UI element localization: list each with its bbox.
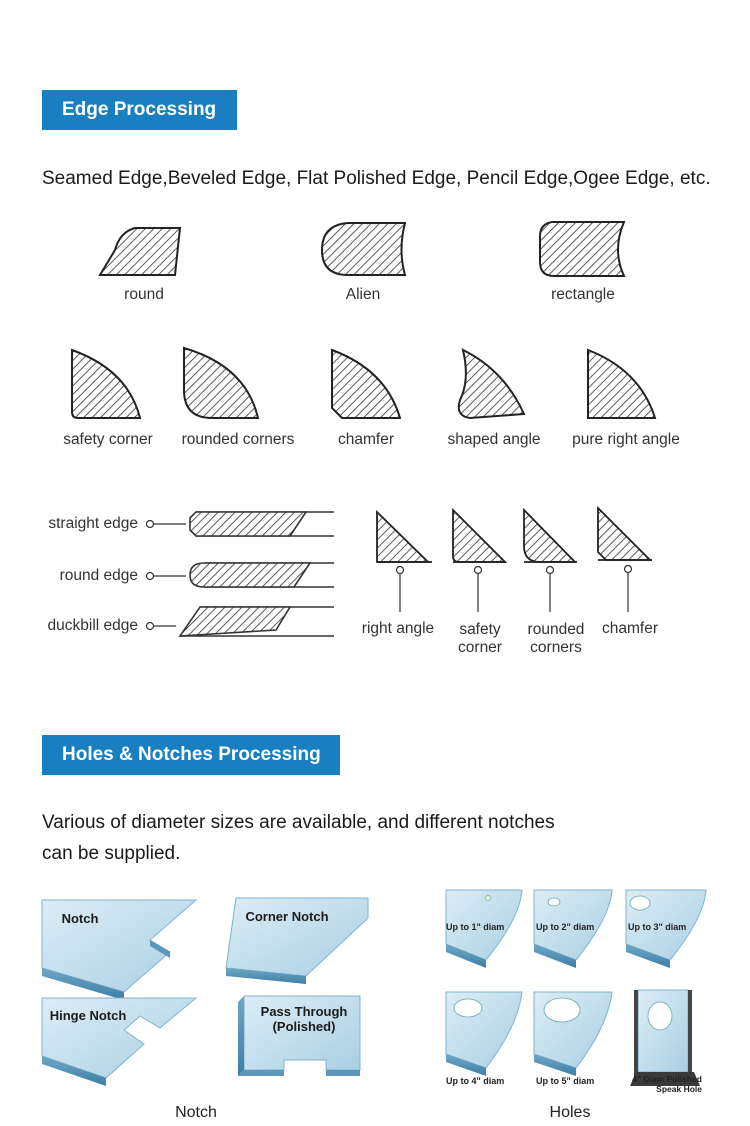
hinge-notch-label: Hinge Notch — [49, 1008, 127, 1023]
chamfer-corner-diagram — [598, 508, 652, 612]
straight-edge-diagram — [147, 512, 335, 536]
safety-corner-diagram — [453, 510, 506, 612]
label-safety-corner: safety corner — [63, 431, 153, 448]
label-chamfer-2: chamfer — [602, 620, 658, 637]
holes-notches-banner — [42, 735, 340, 775]
shaped-angle-shape — [459, 350, 524, 418]
label-safety-corner-2 — [448, 621, 512, 657]
label-rectangle: rectangle — [551, 286, 615, 303]
speak-hole-illustration — [630, 990, 700, 1086]
hole-label-4in: Up to 4" diam — [446, 1076, 505, 1086]
label-rounded-corners-2 — [518, 621, 594, 657]
label-rounded-corners-2-text: rounded corners — [527, 621, 585, 656]
label-alien: Alien — [345, 286, 381, 303]
hole-label-2in: Up to 2" diam — [536, 922, 595, 932]
hole-5in-illustration — [534, 992, 612, 1076]
holes-subtitle-line1: Various of diameter sizes are available, and different notches — [42, 812, 555, 833]
rectangle-edge-shape — [540, 222, 624, 276]
right-angle-corner-diagram — [377, 512, 432, 612]
hole-label-1in: Up to 1" diam — [446, 922, 505, 932]
pass-through-label: Pass Through (Polished) — [260, 1004, 348, 1034]
hole-label-5in: Up to 5" diam — [536, 1076, 595, 1086]
label-pure-right-angle: pure right angle — [572, 431, 680, 448]
label-shaped-angle: shaped angle — [447, 431, 541, 448]
duckbill-edge-diagram — [147, 607, 335, 636]
holes-notches-title: Holes & Notches Processing — [62, 744, 321, 765]
round-edge-diagram — [147, 563, 335, 587]
label-rounded-corners: rounded corners — [181, 431, 295, 448]
hole-label-3in: Up to 3" diam — [628, 922, 687, 932]
label-duckbill-edge: duckbill edge — [47, 617, 138, 634]
caption-notch: Notch — [175, 1104, 217, 1121]
hole-label-speak — [626, 1074, 702, 1094]
safety-corner-shape — [72, 350, 140, 418]
label-straight-edge: straight edge — [48, 515, 138, 532]
label-right-angle: right angle — [361, 620, 435, 637]
corner-notch-label: Corner Notch — [245, 909, 329, 924]
caption-holes: Holes — [549, 1104, 591, 1121]
label-chamfer: chamfer — [338, 431, 394, 448]
hole-4in-illustration — [446, 992, 522, 1076]
holes-subtitle-line2: can be supplied. — [42, 843, 181, 864]
label-round: round — [124, 286, 164, 303]
hole-label-speak-text: 4" Diam Polished Speak Hole — [632, 1074, 702, 1094]
rounded-corners-shape — [184, 348, 258, 418]
edge-processing-subtitle: Seamed Edge,Beveled Edge, Flat Polished Edge, Pencil Edge,Ogee Edge, etc. — [42, 168, 711, 189]
chamfer-shape — [332, 350, 400, 418]
rounded-corners-diagram — [524, 510, 577, 612]
label-safety-corner-2-text: safety corner — [458, 621, 502, 656]
alien-edge-shape — [322, 223, 405, 275]
label-round-edge: round edge — [59, 567, 138, 584]
pure-right-angle-shape — [588, 350, 655, 418]
notch-label: Notch — [61, 911, 99, 926]
edge-processing-title: Edge Processing — [62, 99, 217, 120]
round-edge-shape — [100, 228, 180, 275]
